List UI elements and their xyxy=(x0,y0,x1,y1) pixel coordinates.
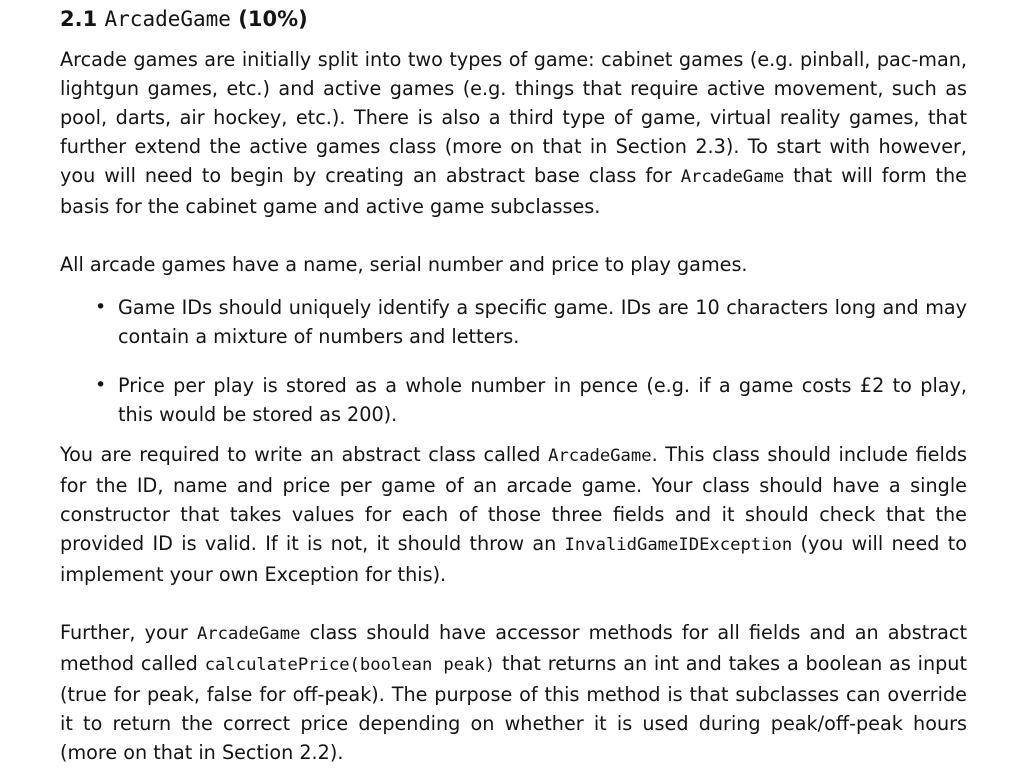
list-item xyxy=(95,371,967,429)
intro-text-2: that will form the basis for the cabinet game and active game subclasses. xyxy=(60,164,967,218)
bullet-icon: • xyxy=(95,374,107,396)
abstract-text-1: You are required to write an abstract class called xyxy=(60,443,541,466)
accessor-text-1: Further, your xyxy=(60,621,188,644)
abstract-text-3: (you will need to implement your own Exception for this). xyxy=(60,532,967,586)
section-heading xyxy=(60,4,967,34)
exception-class-name: InvalidGameIDException xyxy=(564,535,793,555)
intro-code-arcadegame: ArcadeGame xyxy=(680,167,785,187)
intro-paragraph xyxy=(60,45,967,221)
attributes-paragraph xyxy=(60,250,967,279)
intro-text-1: Arcade games are initially split into two types of game: cabinet games (e.g. pinball, pac-man, lightgun games, etc.) and active games (e.g. things that require active movement, such as pool, darts, air hockey, etc.). There is also a third type of game, virtual reality games, that further extend the active games class (more on that in Section 2.3). To start with however, you will need to begin by creating an abstract base class for xyxy=(60,48,967,187)
section-class-name: ArcadeGame xyxy=(104,7,231,31)
bullet-icon: • xyxy=(95,296,107,318)
abstract-text-2: . This class should include fields for the ID, name and price per game of an arcade game. Your class should have a single constructor that takes values for each of those three fields and it should check that the provided ID is valid. If it is not, it should throw an xyxy=(60,443,967,555)
calculate-price-signature: calculatePrice(boolean peak) xyxy=(204,655,496,675)
section-weight: (10%) xyxy=(238,7,308,31)
attributes-text: All arcade games have a name, serial number and price to play games. xyxy=(60,253,748,276)
section-number: 2.1 xyxy=(60,7,98,31)
list-item-text: Price per play is stored as a whole number in pence (e.g. if a game costs £2 to play, this would be stored as 200). xyxy=(118,374,967,426)
requirements-list xyxy=(60,293,967,429)
list-item xyxy=(95,293,967,351)
accessor-text-2: class should have accessor methods for all fields and an abstract method called xyxy=(60,621,967,675)
accessor-paragraph xyxy=(60,618,967,767)
accessor-text-3: that returns an int and takes a boolean as input (true for peak, false for off-peak). The purpose of this method is that subclasses can override it to return the correct price depending on whether it is used during peak/off-peak hours (more on that in Section 2.2). xyxy=(60,652,967,764)
abstract-code-arcadegame: ArcadeGame xyxy=(548,446,652,466)
list-item-text: Game IDs should uniquely identify a specific game. IDs are 10 characters long and may contain a mixture of numbers and letters. xyxy=(118,296,967,348)
accessor-code-arcadegame: ArcadeGame xyxy=(196,624,301,644)
abstract-class-paragraph xyxy=(60,440,967,589)
